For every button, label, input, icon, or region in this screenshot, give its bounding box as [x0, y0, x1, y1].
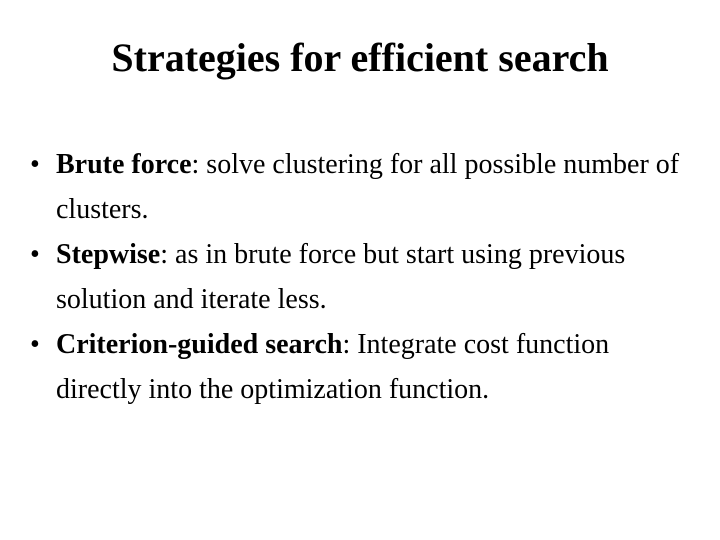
- bullet-text: : as in brute force but start using previous solution and iterate less.: [56, 239, 626, 315]
- bullet-term: Stepwise: [56, 239, 161, 270]
- bullet-text: : Integrate cost function directly into the optimization function.: [56, 329, 610, 405]
- bullet-icon: •: [30, 329, 40, 360]
- bullet-list: [30, 142, 700, 412]
- bullet-item-stepwise: [30, 232, 700, 322]
- slide-title: Strategies for efficient search: [111, 35, 609, 80]
- bullet-icon: •: [30, 149, 40, 180]
- bullet-item-brute-force: [30, 142, 700, 232]
- bullet-icon: •: [30, 239, 40, 270]
- bullet-term: Brute force: [56, 149, 192, 180]
- bullet-term: Criterion-guided search: [56, 329, 343, 360]
- bullet-item-criterion-guided: [30, 322, 700, 412]
- bullet-text: : solve clustering for all possible number of clusters.: [56, 149, 680, 225]
